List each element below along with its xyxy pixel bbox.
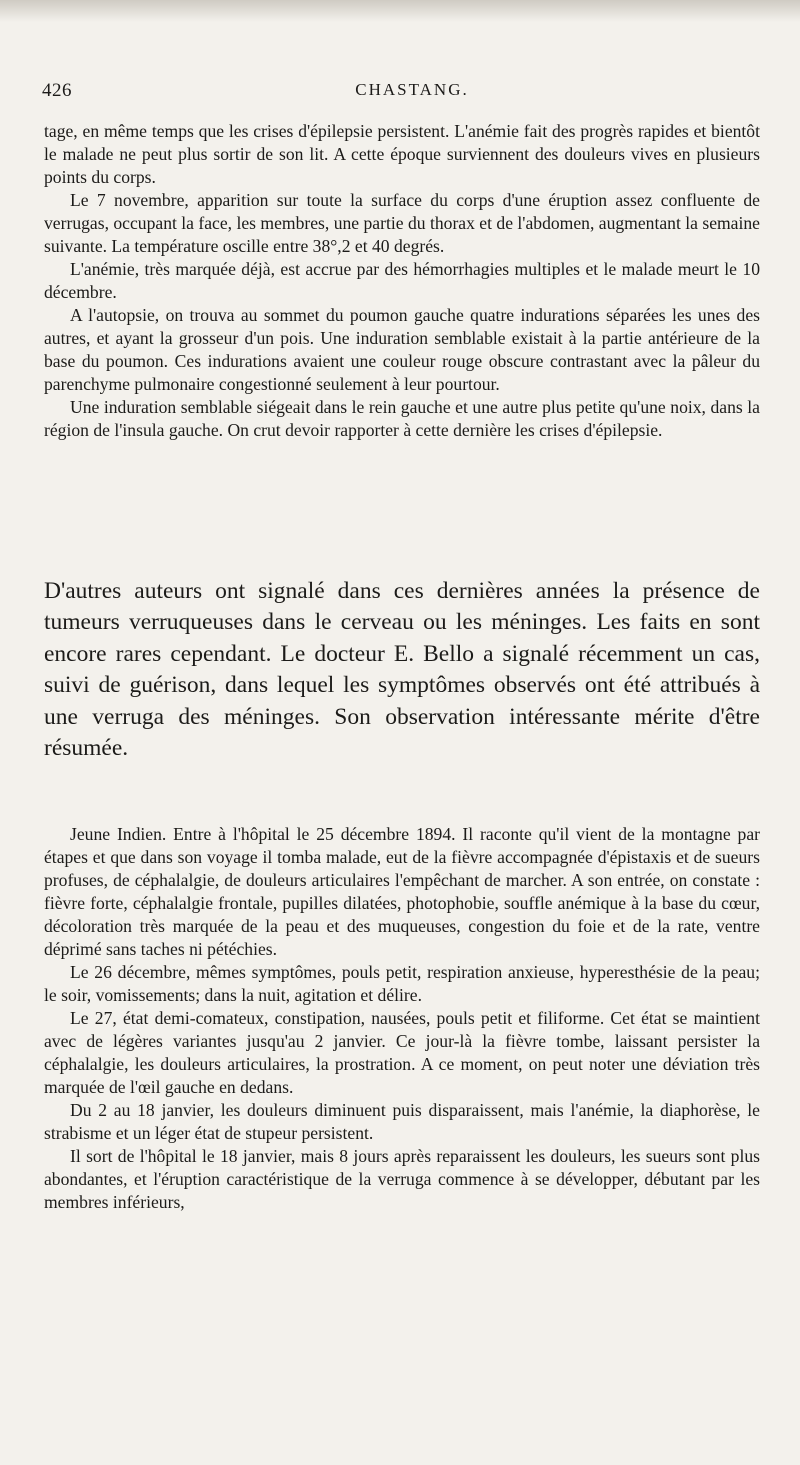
paragraph: Une induration semblable siégeait dans le rein gauche et une autre plus petite qu'une noix, dans la région de l'insula gauche. On crut devoir rapporter à cette dernière les crises d'épilepsie.: [44, 397, 760, 440]
paragraph: Il sort de l'hôpital le 18 janvier, mais 8 jours après reparaissent les douleurs, les sueurs sont plus abondantes, et l'éruption caractéristique de la verruga commence à se développer, débutant par les membres inférieurs,: [44, 1146, 760, 1212]
paragraph: Du 2 au 18 janvier, les douleurs diminuent puis disparaissent, mais l'anémie, la diaphorèse, le strabisme et un léger état de stupeur persistent.: [44, 1100, 760, 1143]
second-case-section: [44, 823, 760, 1214]
paragraph: tage, en même temps que les crises d'épilepsie persistent. L'anémie fait des progrès rapides et bientôt le malade ne peut plus sortir de son lit. A cette époque surviennent des douleurs vives en plusieurs points du corps.: [44, 121, 760, 187]
paragraph: Le 27, état demi-comateux, constipation, nausées, pouls petit et filiforme. Cet état se maintient avec de légères variantes jusqu'au 2 janvier. Ce jour-là la fièvre tombe, laissant persister la céphalalgie, les douleurs articulaires, la prostration. A ce moment, on peut noter une déviation très marquée de l'œil gauche en dedans.: [44, 1008, 760, 1097]
main-text-section: [44, 576, 760, 764]
running-title: CHASTANG.: [355, 80, 469, 99]
paragraph: A l'autopsie, on trouva au sommet du poumon gauche quatre indurations séparées les unes des autres, et ayant la grosseur d'un pois. Une induration semblable existait à la partie antérieure de la base du poumon. Ces indurations avaient une couleur rouge obscure contrastant avec la pâleur du parenchyme pulmonaire congestionné seulement à leur pourtour.: [44, 305, 760, 394]
page-number: 426: [42, 80, 72, 101]
paragraph: L'anémie, très marquée déjà, est accrue par des hémorrhagies multiples et le malade meurt le 10 décembre.: [44, 259, 760, 302]
paragraph: Le 7 novembre, apparition sur toute la surface du corps d'une éruption assez confluente de verrugas, occupant la face, les membres, une partie du thorax et de l'abdomen, augmentant la semaine suivante. La température oscille entre 38°,2 et 40 degrés.: [44, 190, 760, 256]
paragraph: Le 26 décembre, mêmes symptômes, pouls petit, respiration anxieuse, hyperesthésie de la peau; le soir, vomissements; dans la nuit, agitation et délire.: [44, 962, 760, 1005]
page-header: [42, 80, 762, 108]
paragraph: Jeune Indien. Entre à l'hôpital le 25 décembre 1894. Il raconte qu'il vient de la montagne par étapes et que dans son voyage il tomba malade, eut de la fièvre accompagnée d'épistaxis et de sueurs profuses, de céphalalgie, de douleurs articulaires l'empêchant de marcher. A son entrée, on constate : fièvre forte, céphalalgie frontale, pupilles dilatées, photophobie, souffle anémique à la base du cœur, décoloration très marquée de la peau et des muqueuses, congestion du foie et de la rate, ventre déprimé sans taches ni pétéchies.: [44, 824, 760, 959]
main-paragraph: D'autres auteurs ont signalé dans ces dernières années la présence de tumeurs verruqueuses dans le cerveau ou les méninges. Les faits en sont encore rares cependant. Le docteur E. Bello a signalé récemment un cas, suivi de guérison, dans lequel les symptômes observés ont été attribués à une verruga des méninges. Son observation intéressante mérite d'être résumée.: [44, 578, 760, 762]
first-case-section: [44, 120, 760, 442]
page-edge-shadow: [0, 0, 800, 22]
